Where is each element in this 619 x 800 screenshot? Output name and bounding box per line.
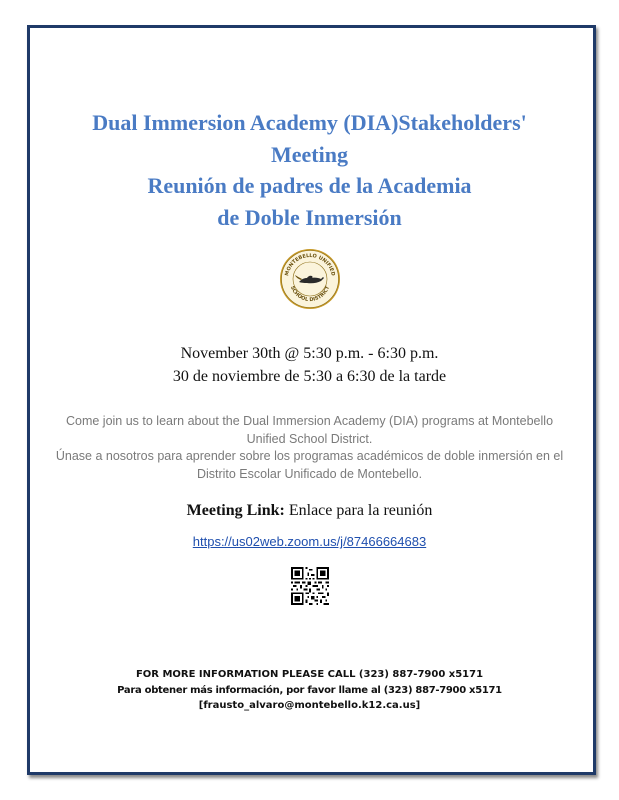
contact-info (0, 667, 619, 714)
zoom-link[interactable]: https://us02web.zoom.us/j/87466664683 (192, 534, 427, 549)
contact-email[interactable]: [frausto_alvaro@montebello.k12.ca.us] (198, 700, 421, 711)
description-es-line-2: Distrito Escolar Unificado de Montebello. (196, 466, 423, 481)
qr-code[interactable] (291, 567, 329, 605)
meeting-link-heading (0, 502, 619, 520)
description (40, 413, 579, 483)
seal-text-top: MONTEBELLO UNIFIED (284, 252, 336, 277)
description-es-line-1: Únase a nosotros para aprender sobre los programas académicos de doble inmersión en el (55, 449, 564, 463)
seal-text-bottom: SCHOOL DISTRICT (288, 285, 332, 304)
meeting-link-label: Meeting Link: (186, 502, 285, 519)
title-line-2: Meeting (271, 141, 348, 167)
schedule-english: November 30th @ 5:30 p.m. - 6:30 p.m. (180, 345, 439, 362)
title-line-3: Reunión de padres de la Academia (147, 173, 472, 198)
district-seal-logo (279, 248, 341, 310)
meeting-schedule (0, 342, 619, 388)
description-en-line-2: Unified School District. (246, 431, 373, 446)
contact-spanish: Para obtener más información, por favor llame al (323) 887-7900 x5171 (117, 684, 502, 696)
schedule-spanish: 30 de noviembre de 5:30 a 6:30 de la tarde (172, 368, 447, 385)
contact-english: FOR MORE INFORMATION PLEASE CALL (323) 887-7900 x5171 (135, 669, 484, 680)
meeting-url-row (0, 534, 619, 549)
meeting-link-label-es: Enlace para la reunión (284, 502, 433, 519)
title-line-4: de Doble Inmersión (217, 204, 402, 230)
page-title (0, 107, 619, 233)
description-en-line-1: Come join us to learn about the Dual Immersion Academy (DIA) programs at Montebello (65, 414, 554, 428)
title-line-1: Dual Immersion Academy (DIA)Stakeholders' (92, 110, 527, 135)
